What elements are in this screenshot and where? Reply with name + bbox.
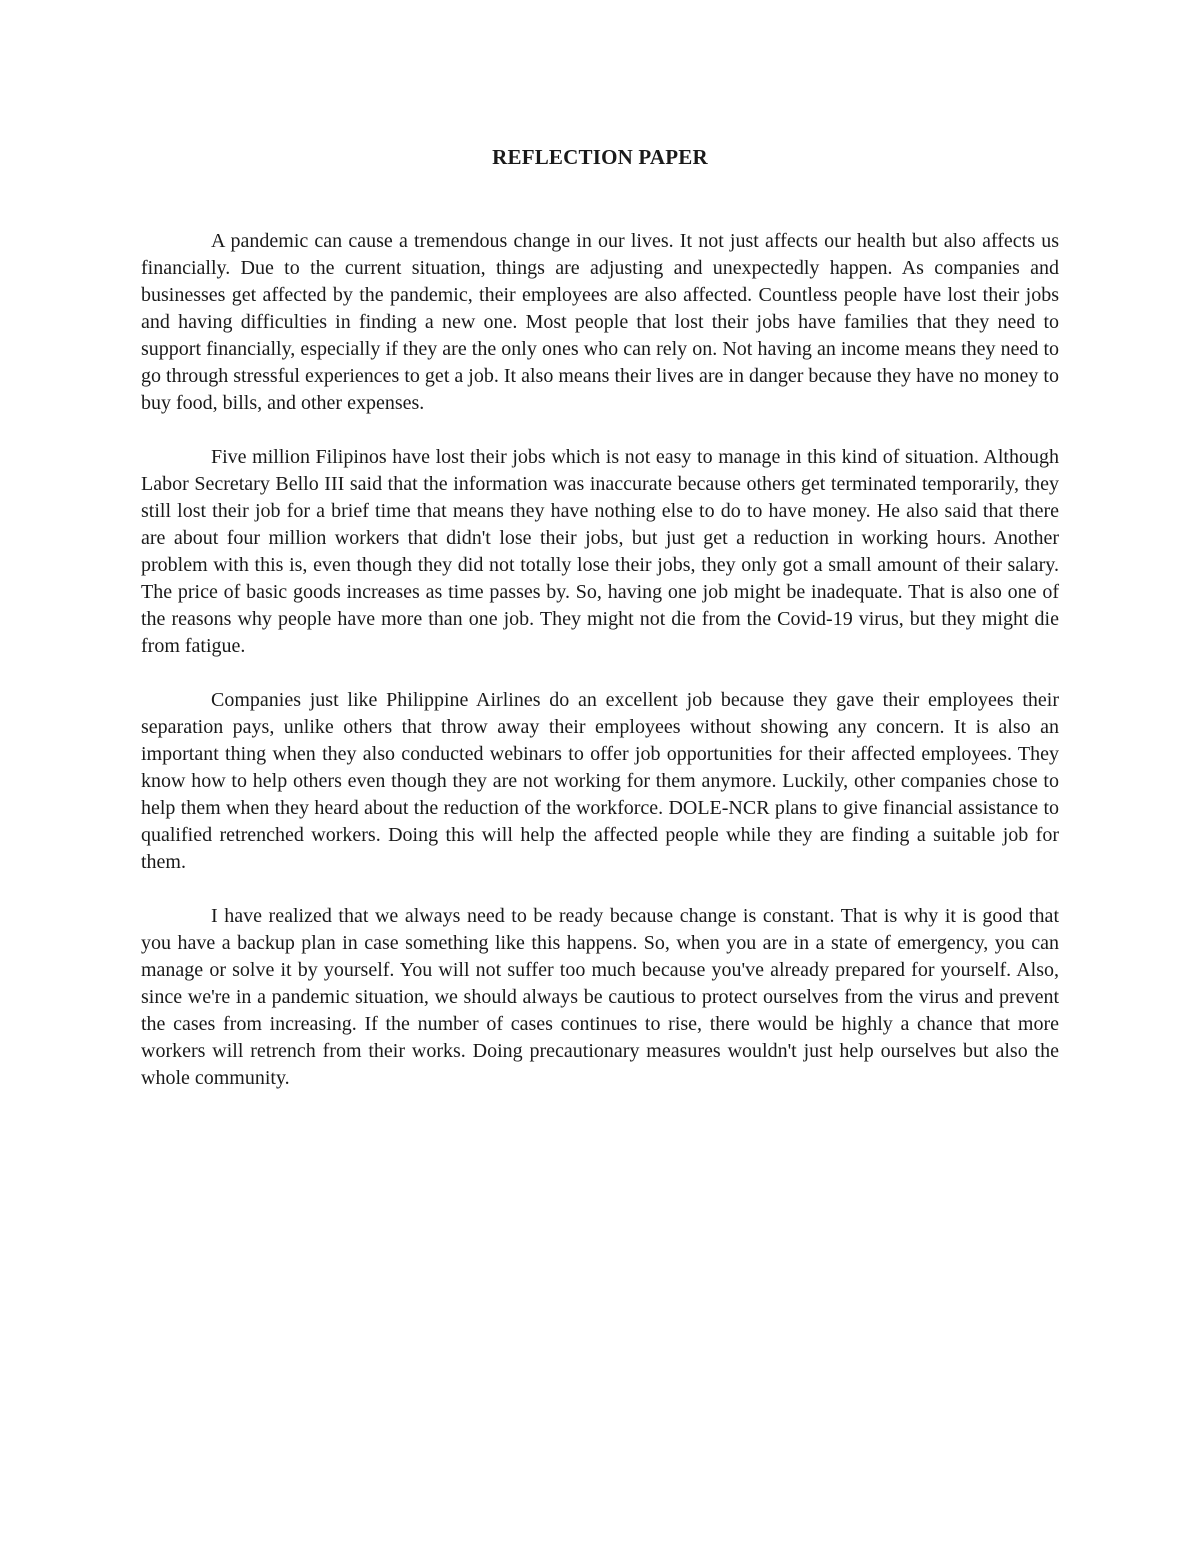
document-title: REFLECTION PAPER — [492, 145, 708, 169]
paragraph-1: A pandemic can cause a tremendous change in our lives. It not just affects our health but also affects us financially. Due to the current situation, things are adjusting and unexpectedly happen. As companies and businesses get affected by the pandemic, their employees are also affected. Countless people have lost their jobs and having difficulties in finding a new one. Most people that lost their jobs have families that they need to support financially, especially if they are the only ones who can rely on. Not having an income means they need to go through stressful experiences to get a job. It also means their lives are in danger because they have no money to buy food, bills, and other expenses. — [141, 230, 1059, 414]
paragraph-4: I have realized that we always need to be ready because change is constant. That is why it is good that you have a backup plan in case something like this happens. So, when you are in a state of emergency, you can manage or solve it by yourself. You will not suffer too much because you've already prepared for yourself. Also, since we're in a pandemic situation, we should always be cautious to protect ourselves from the virus and prevent the cases from increasing. If the number of cases continues to rise, there would be highly a chance that more workers will retrench from their works. Doing precautionary measures wouldn't just help ourselves but also the whole community. — [141, 905, 1059, 1089]
document-body — [141, 228, 1059, 1119]
paragraph-2: Five million Filipinos have lost their jobs which is not easy to manage in this kind of situation. Although Labor Secretary Bello III said that the information was inaccurate because others get terminated temporarily, they still lost their job for a brief time that means they have nothing else to do to have money. He also said that there are about four million workers that didn't lose their jobs, but just get a reduction in working hours. Another problem with this is, even though they did not totally lose their jobs, they only got a small amount of their salary. The price of basic goods increases as time passes by. So, having one job might be inadequate. That is also one of the reasons why people have more than one job. They might not die from the Covid-19 virus, but they might die from fatigue. — [141, 446, 1059, 657]
paragraph-3: Companies just like Philippine Airlines do an excellent job because they gave their employees their separation pays, unlike others that throw away their employees without showing any concern. It is also an important thing when they also conducted webinars to offer job opportunities for their affected employees. They know how to help others even though they are not working for them anymore. Luckily, other companies chose to help them when they heard about the reduction of the workforce. DOLE-NCR plans to give financial assistance to qualified retrenched workers. Doing this will help the affected people while they are finding a suitable job for them. — [141, 689, 1059, 873]
